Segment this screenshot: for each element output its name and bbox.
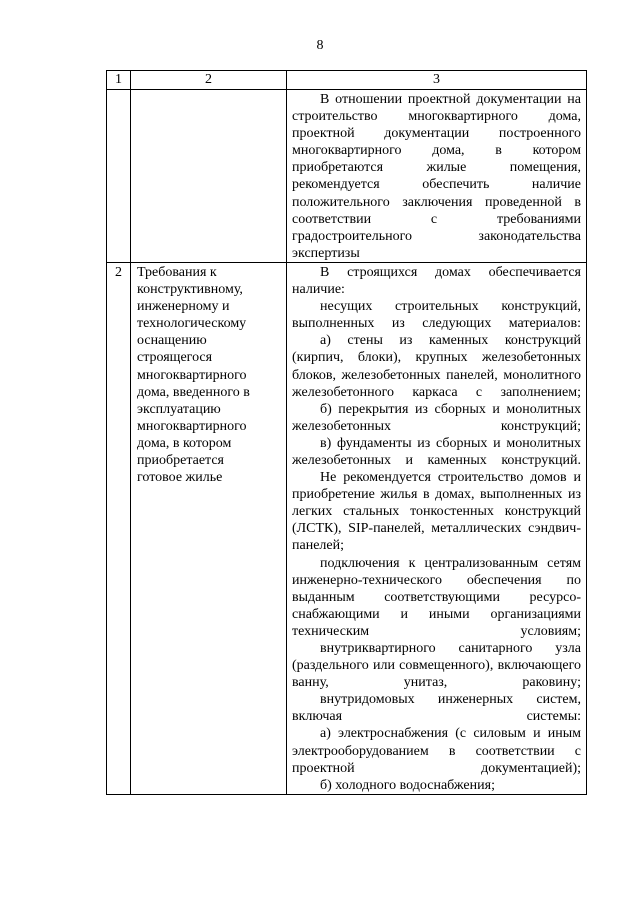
text-line: положительного заключения проведенной в <box>292 194 581 210</box>
header-cell-3: 3 <box>287 71 587 90</box>
text-line: многоквартирного дома, в котором <box>292 143 581 159</box>
text-line: а) электроснабжения (с силовым и иным <box>320 726 581 742</box>
text-line: многоквартирного <box>137 418 247 434</box>
header-cell-1: 1 <box>107 71 131 90</box>
table-row-2 <box>107 262 587 794</box>
text-line: панелей, металлических сэндвич-панелей; <box>292 521 581 554</box>
text-line: многоквартирного <box>137 367 247 383</box>
table-header-row <box>107 71 587 90</box>
text-line: инженерному и <box>137 299 230 315</box>
text-line: Требования к <box>137 264 217 280</box>
paragraph-intro <box>292 264 581 298</box>
text-line: б) перекрытия из сборных и монолитных <box>320 401 581 417</box>
text-line: выполненных из следующих материалов: <box>292 316 581 332</box>
text-line: б) холодного водоснабжения; <box>320 777 495 793</box>
text-line: внутриквартирного санитарного узла <box>320 641 581 656</box>
text-line: (кирпич, блоки), крупных железобетонных <box>292 350 581 366</box>
text-line: выполненных из легких стальных <box>292 487 582 520</box>
row-number-cell <box>107 90 131 263</box>
paragraph-load-bearing <box>292 298 581 332</box>
text-line: рекомендуется обеспечить наличие <box>292 177 581 193</box>
text-line: технологическому <box>137 316 247 332</box>
header-cell-2: 2 <box>131 71 287 90</box>
text-line: градостроительного законодательства <box>292 228 581 244</box>
text-line: наличие: <box>292 282 345 298</box>
text-line: заполнением; <box>500 384 581 400</box>
paragraph-expertise <box>292 91 581 262</box>
paragraph-connections <box>292 555 581 640</box>
paragraph-floors <box>292 401 581 435</box>
paragraph-sanitary <box>292 640 581 691</box>
text-line: строящегося <box>137 350 213 366</box>
paragraph-engineering-systems <box>292 691 581 725</box>
text-line: В строящихся домах обеспечивается <box>320 264 581 280</box>
text-line: по выданным соответствующими ресурсо- <box>292 572 582 605</box>
text-line: (раздельного или совмещенного), <box>292 658 494 674</box>
text-line: приобретаются жилые помещения, <box>292 160 581 176</box>
text-line: блоков, железобетонных панелей, <box>292 367 498 383</box>
text-line: техническим условиям; <box>292 623 581 639</box>
text-line: эксплуатацию <box>137 401 221 417</box>
text-line: конструктивному, <box>137 282 243 298</box>
text-line: соответствии с требованиями <box>292 211 581 227</box>
page-number: 8 <box>316 38 324 53</box>
requirement-cell <box>131 262 287 794</box>
text-line: и приобретение жилья в домах, <box>292 470 581 503</box>
text-line: конструкций. <box>501 452 581 468</box>
text-line: несущих строительных конструкций, <box>320 299 581 315</box>
text-line: тонкостенных конструкций (ЛСТК), SIP- <box>292 504 581 537</box>
text-line: подключения к централизованным <box>320 555 539 571</box>
paragraph-walls <box>292 332 581 400</box>
text-line: внутридомовых инженерных систем, <box>320 692 581 708</box>
paragraph-not-recommended <box>292 469 581 554</box>
text-line: железобетонных конструкций; <box>292 418 581 434</box>
table-row-continued <box>107 90 587 263</box>
text-line: экспертизы <box>292 245 360 261</box>
row-number-cell: 2 <box>107 262 131 794</box>
content-cell <box>287 90 587 263</box>
text-line: включая системы: <box>292 709 581 725</box>
text-line: оснащению <box>137 333 207 349</box>
text-line: электрооборудованием в соответствии с <box>292 743 581 759</box>
text-line: а) стены из каменных конструкций <box>320 333 581 349</box>
paragraph-electricity <box>292 725 581 776</box>
text-line: монолитного железобетонного каркаса с <box>292 367 581 400</box>
paragraph-cold-water <box>292 777 581 794</box>
paragraph-foundations <box>292 435 581 469</box>
text-line: В отношении проектной документации <box>320 92 562 107</box>
text-line: проектной документации построенного <box>292 126 581 142</box>
requirement-cell <box>131 90 287 263</box>
content-cell <box>287 262 587 794</box>
text-line: дома, введенного в <box>137 384 250 400</box>
requirements-table <box>106 70 587 795</box>
text-line: включающего ванну, унитаз, раковину; <box>292 658 581 691</box>
text-line: монолитных железобетонных и каменных <box>292 435 581 468</box>
text-line: готовое жилье <box>137 470 223 486</box>
text-line: на строительство многоквартирного дома, <box>292 92 581 125</box>
text-line: сетям инженерно-технического обеспечения <box>292 555 582 588</box>
text-line: дома, в котором <box>137 435 232 451</box>
text-line: в) фундаменты из сборных и <box>320 435 501 451</box>
text-line: проектной документацией); <box>292 760 581 776</box>
text-line: Не рекомендуется строительство домов <box>320 470 567 486</box>
text-line: приобретается <box>137 452 224 468</box>
text-line: снабжающими и иными организациями <box>292 606 581 622</box>
